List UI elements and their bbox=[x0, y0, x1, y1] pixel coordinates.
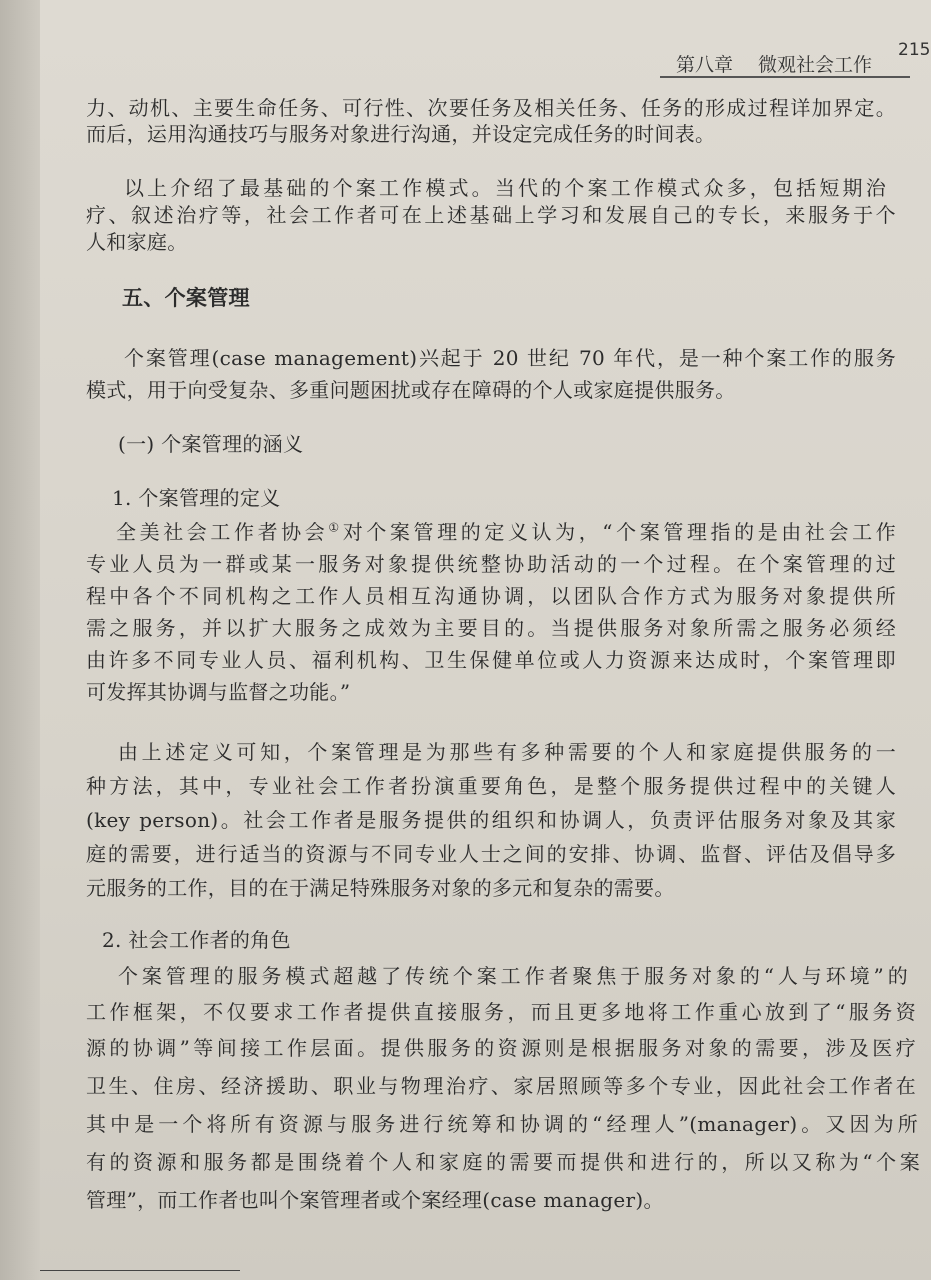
text-line: 种方法，其中，专业社会工作者扮演重要角色，是整个服务提供过程中的关键人 bbox=[86, 774, 896, 798]
text-line: 源的协调”等间接工作层面。提供服务的资源则是根据服务对象的需要，涉及医疗 bbox=[86, 1036, 916, 1060]
page-number: 215 bbox=[898, 40, 931, 60]
chapter-label: 第八章 bbox=[676, 54, 734, 76]
subsection-heading: (一) 个案管理的涵义 bbox=[118, 432, 304, 456]
text-line: 模式，用于向受复杂、多重问题困扰或存在障碍的个人或家庭提供服务。 bbox=[86, 378, 736, 402]
footnote-marker: ① bbox=[328, 520, 343, 535]
text-line: 由许多不同专业人员、福利机构、卫生保健单位或人力资源来达成时，个案管理即 bbox=[86, 648, 896, 672]
section-heading: 五、个案管理 bbox=[122, 286, 250, 310]
text-line: 其中是一个将所有资源与服务进行统筹和协调的“经理人”(manager)。又因为所 bbox=[86, 1112, 918, 1136]
footnote-rule bbox=[40, 1270, 240, 1271]
text-line: (key person)。社会工作者是服务提供的组织和协调人，负责评估服务对象及其家 bbox=[86, 808, 896, 832]
text-line: 管理”，而工作者也叫个案管理者或个案经理(case manager)。 bbox=[86, 1188, 664, 1212]
text-line: 而后，运用沟通技巧与服务对象进行沟通，并设定完成任务的时间表。 bbox=[86, 122, 716, 146]
text-line bbox=[116, 516, 896, 545]
text-line: 人和家庭。 bbox=[86, 230, 188, 254]
section-title: 微观社会工作 bbox=[758, 54, 873, 76]
text-line: 工作框架，不仅要求工作者提供直接服务，而且更多地将工作重心放到了“服务资 bbox=[86, 1000, 916, 1024]
text-line: 力、动机、主要生命任务、可行性、次要任务及相关任务、任务的形成过程详加界定。 bbox=[86, 96, 896, 120]
text-line: 庭的需要，进行适当的资源与不同专业人士之间的安排、协调、监督、评估及倡导多 bbox=[86, 842, 896, 866]
text-line: 可发挥其协调与监督之功能。” bbox=[86, 680, 351, 704]
text-line: 需之服务，并以扩大服务之成效为主要目的。当提供服务对象所需之服务必须经 bbox=[86, 616, 896, 640]
text-span: 对个案管理的定义认为，“个案管理指的是由社会工作 bbox=[342, 520, 896, 544]
text-line: 以上介绍了最基础的个案工作模式。当代的个案工作模式众多，包括短期治 bbox=[124, 176, 886, 200]
text-span: 全美社会工作者协会 bbox=[116, 520, 329, 544]
text-line: 个案管理(case management)兴起于 20 世纪 70 年代，是一种个案工作的服务 bbox=[124, 346, 896, 370]
text-line: 元服务的工作，目的在于满足特殊服务对象的多元和复杂的需要。 bbox=[86, 876, 675, 900]
subsection-heading: 2. 社会工作者的角色 bbox=[102, 928, 291, 952]
running-header bbox=[660, 40, 931, 78]
text-line: 卫生、住房、经济援助、职业与物理治疗、家居照顾等多个专业，因此社会工作者在 bbox=[86, 1074, 916, 1098]
subsection-heading: 1. 个案管理的定义 bbox=[112, 486, 281, 510]
text-line: 个案管理的服务模式超越了传统个案工作者聚焦于服务对象的“人与环境”的 bbox=[118, 964, 908, 988]
text-line: 程中各个不同机构之工作人员相互沟通协调，以团队合作方式为服务对象提供所 bbox=[86, 584, 896, 608]
text-line: 专业人员为一群或某一服务对象提供统整协助活动的一个过程。在个案管理的过 bbox=[86, 552, 896, 576]
text-line: 由上述定义可知，个案管理是为那些有多种需要的个人和家庭提供服务的一 bbox=[118, 740, 896, 764]
text-line: 有的资源和服务都是围绕着个人和家庭的需要而提供和进行的，所以又称为“个案 bbox=[86, 1150, 920, 1174]
text-line: 疗、叙述治疗等，社会工作者可在上述基础上学习和发展自己的专长，来服务于个 bbox=[86, 203, 896, 227]
